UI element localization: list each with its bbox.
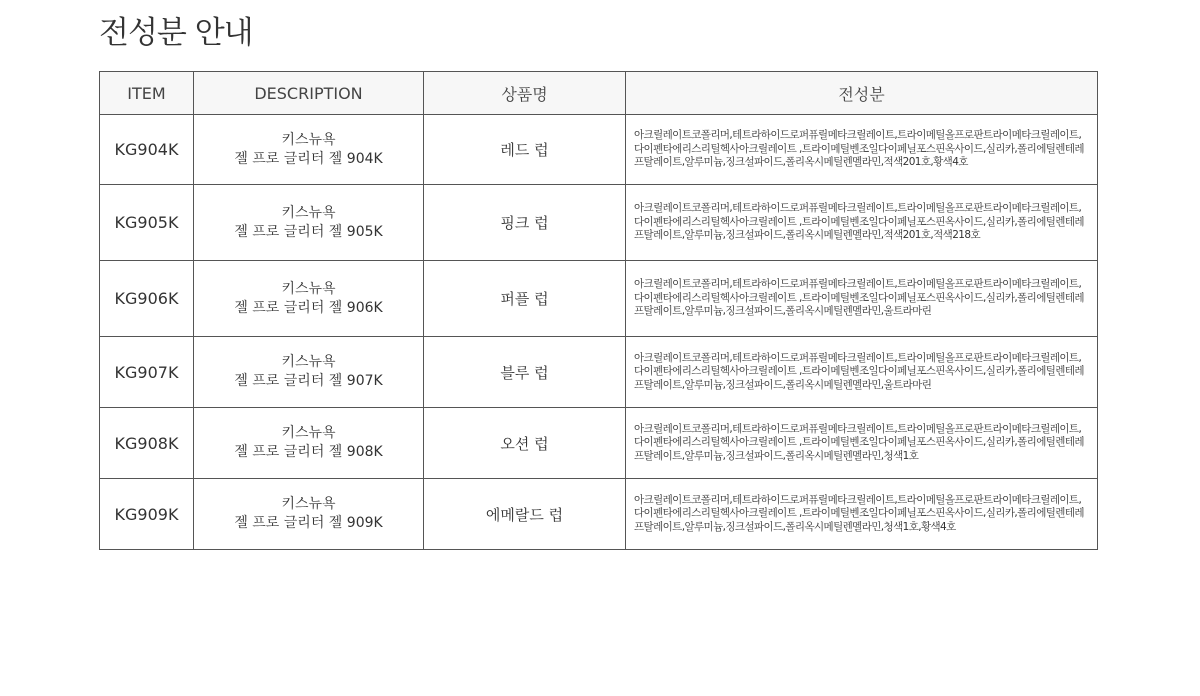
brand-name: 키스뉴욕 bbox=[281, 425, 336, 441]
page-title: 전성분 안내 bbox=[99, 15, 253, 51]
product-line: 젤 프로 글리터 젤 906K bbox=[234, 299, 383, 316]
table-row bbox=[100, 185, 1098, 261]
product-line: 젤 프로 글리터 젤 904K bbox=[234, 150, 383, 167]
item-code: KG904K bbox=[100, 115, 194, 185]
item-code: KG907K bbox=[100, 337, 194, 408]
product-name: 레드 럽 bbox=[424, 115, 626, 185]
item-description bbox=[194, 337, 424, 408]
product-name: 퍼플 럽 bbox=[424, 261, 626, 337]
ingredients-text: 아크릴레이트코폴리머,테트라하이드로퍼퓨릴메타크릴레이트,트라이메틸올프로판트라이메타크릴레이트,다이펜타에리스리틸헥사아크릴레이트 ,트라이메틸벤조일다이페닐포스핀옥사이드,실리카,폴리에틸렌테레프탈레이트,알루미늄,징크설파이드,폴리옥시메틸렌멜라민,적색201호,황색4호 bbox=[626, 115, 1098, 185]
brand-name: 키스뉴욕 bbox=[281, 496, 336, 512]
product-name: 에메랄드 럽 bbox=[424, 479, 626, 550]
item-code: KG909K bbox=[100, 479, 194, 550]
brand-name: 키스뉴욕 bbox=[281, 280, 336, 297]
ingredients-text: 아크릴레이트코폴리머,테트라하이드로퍼퓨릴메타크릴레이트,트라이메틸올프로판트라이메타크릴레이트,다이펜타에리스리틸헥사아크릴레이트 ,트라이메틸벤조일다이페닐포스핀옥사이드,실리카,폴리에틸렌테레프탈레이트,알루미늄,징크설파이드,폴리옥시메틸렌멜라민,청색1호,황색4호 bbox=[626, 479, 1098, 550]
header-row bbox=[100, 72, 1098, 115]
header-ingredients: 전성분 bbox=[626, 72, 1098, 115]
table-body bbox=[100, 115, 1098, 550]
table-row bbox=[100, 408, 1098, 479]
header-item: ITEM bbox=[100, 72, 194, 115]
brand-name: 키스뉴욕 bbox=[281, 204, 336, 221]
table-row bbox=[100, 261, 1098, 337]
brand-name: 키스뉴욕 bbox=[281, 131, 336, 148]
item-description bbox=[194, 408, 424, 479]
product-line: 젤 프로 글리터 젤 907K bbox=[234, 373, 383, 389]
product-name: 블루 럽 bbox=[424, 337, 626, 408]
product-line: 젤 프로 글리터 젤 908K bbox=[234, 444, 383, 460]
table-header bbox=[100, 72, 1098, 115]
product-name: 오션 럽 bbox=[424, 408, 626, 479]
product-line: 젤 프로 글리터 젤 909K bbox=[234, 515, 383, 531]
table-row bbox=[100, 479, 1098, 550]
ingredients-text: 아크릴레이트코폴리머,테트라하이드로퍼퓨릴메타크릴레이트,트라이메틸올프로판트라이메타크릴레이트,다이펜타에리스리틸헥사아크릴레이트 ,트라이메틸벤조일다이페닐포스핀옥사이드,실리카,폴리에틸렌테레프탈레이트,알루미늄,징크설파이드,폴리옥시메틸렌멜라민,울트라마린 bbox=[626, 261, 1098, 337]
ingredients-table bbox=[99, 71, 1098, 550]
ingredients-text: 아크릴레이트코폴리머,테트라하이드로퍼퓨릴메타크릴레이트,트라이메틸올프로판트라이메타크릴레이트,다이펜타에리스리틸헥사아크릴레이트 ,트라이메틸벤조일다이페닐포스핀옥사이드,실리카,폴리에틸렌테레프탈레이트,알루미늄,징크설파이드,폴리옥시메틸렌멜라민,청색1호 bbox=[626, 408, 1098, 479]
ingredients-text: 아크릴레이트코폴리머,테트라하이드로퍼퓨릴메타크릴레이트,트라이메틸올프로판트라이메타크릴레이트,다이펜타에리스리틸헥사아크릴레이트 ,트라이메틸벤조일다이페닐포스핀옥사이드,실리카,폴리에틸렌테레프탈레이트,알루미늄,징크설파이드,폴리옥시메틸렌멜라민,울트라마린 bbox=[626, 337, 1098, 408]
item-code: KG908K bbox=[100, 408, 194, 479]
ingredients-text: 아크릴레이트코폴리머,테트라하이드로퍼퓨릴메타크릴레이트,트라이메틸올프로판트라이메타크릴레이트,다이펜타에리스리틸헥사아크릴레이트 ,트라이메틸벤조일다이페닐포스핀옥사이드,실리카,폴리에틸렌테레프탈레이트,알루미늄,징크설파이드,폴리옥시메틸렌멜라민,적색201호,적색218호 bbox=[626, 185, 1098, 261]
table-row bbox=[100, 115, 1098, 185]
brand-name: 키스뉴욕 bbox=[281, 354, 336, 370]
product-line: 젤 프로 글리터 젤 905K bbox=[234, 223, 383, 240]
table-row bbox=[100, 337, 1098, 408]
item-description bbox=[194, 115, 424, 185]
header-description: DESCRIPTION bbox=[194, 72, 424, 115]
item-code: KG906K bbox=[100, 261, 194, 337]
item-code: KG905K bbox=[100, 185, 194, 261]
header-product-name: 상품명 bbox=[424, 72, 626, 115]
item-description bbox=[194, 185, 424, 261]
item-description bbox=[194, 479, 424, 550]
item-description bbox=[194, 261, 424, 337]
product-name: 핑크 럽 bbox=[424, 185, 626, 261]
